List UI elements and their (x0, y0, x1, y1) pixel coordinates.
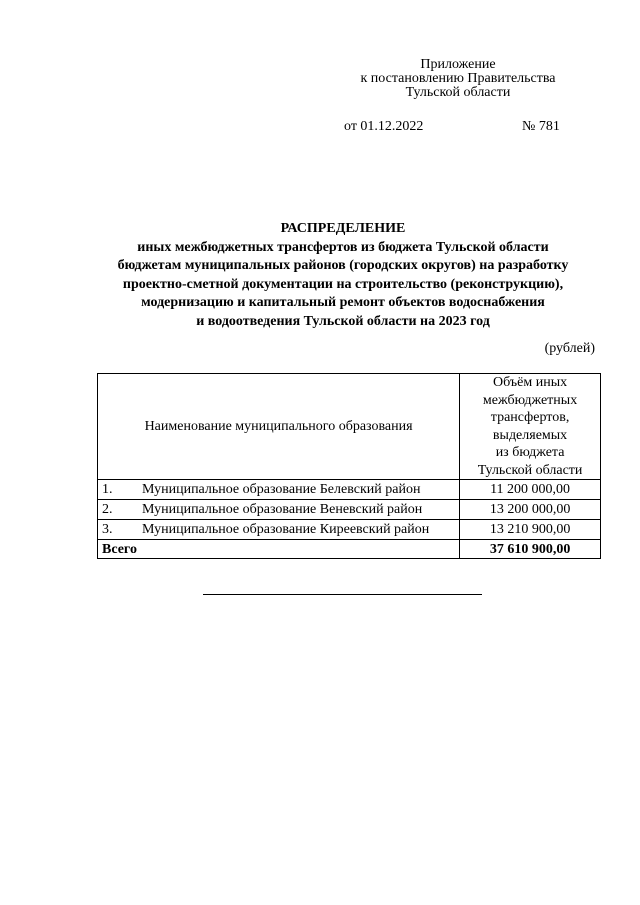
table-row (98, 480, 601, 500)
header-amount-line: межбюджетных (482, 392, 578, 408)
end-divider (203, 594, 482, 595)
row-number: 1. (102, 482, 113, 497)
row-name: Муниципальное образование Веневский район (142, 502, 423, 517)
title-line: бюджетам муниципальных районов (городских округов) на разработку (117, 258, 569, 274)
title-heading: РАСПРЕДЕЛЕНИЕ (280, 221, 406, 236)
decree-date: от 01.12.2022 (344, 119, 424, 134)
distribution-table (97, 373, 601, 559)
table-header-row (98, 374, 601, 480)
header-amount-line: Тульской области (477, 462, 583, 478)
annex-block (340, 58, 576, 100)
annex-line: Тульской области (405, 85, 511, 100)
header-amount-line: Объём иных (493, 375, 568, 390)
table-row (98, 520, 601, 540)
row-name-cell (98, 500, 460, 520)
total-amount: 37 610 900,00 (460, 540, 601, 559)
title-line: и водоотведения Тульской области на 2023 год (196, 313, 490, 329)
title-line: проектно-сметной документации на строительство (реконструкцию), (122, 276, 564, 292)
total-label: Всего (98, 540, 460, 559)
row-name-cell (98, 520, 460, 540)
header-amount-line: из бюджета (495, 445, 565, 460)
row-amount: 13 200 000,00 (460, 500, 601, 520)
units-label: (рублей) (544, 341, 595, 356)
row-name-cell (98, 480, 460, 500)
annex-line: Приложение (420, 57, 496, 72)
header-amount-cell (460, 374, 601, 480)
header-amount-line: выделяемых (492, 427, 568, 443)
row-number: 3. (102, 522, 113, 537)
row-number: 2. (102, 502, 113, 517)
table-total-row (98, 540, 601, 559)
header-amount-line: трансфертов, (490, 410, 570, 425)
row-name: Муниципальное образование Белевский район (142, 482, 421, 497)
row-amount: 13 210 900,00 (460, 520, 601, 540)
document-title (80, 220, 606, 332)
row-amount: 11 200 000,00 (460, 480, 601, 500)
decree-number: № 781 (522, 119, 560, 134)
title-line: иных межбюджетных трансфертов из бюджета Тульской области (137, 239, 549, 255)
table-row (98, 500, 601, 520)
header-name-cell: Наименование муниципального образования (98, 374, 460, 480)
row-name: Муниципальное образование Киреевский район (142, 522, 430, 537)
annex-line: к постановлению Правительства (360, 71, 556, 86)
title-line: модернизацию и капитальный ремонт объектов водоснабжения (141, 295, 545, 311)
